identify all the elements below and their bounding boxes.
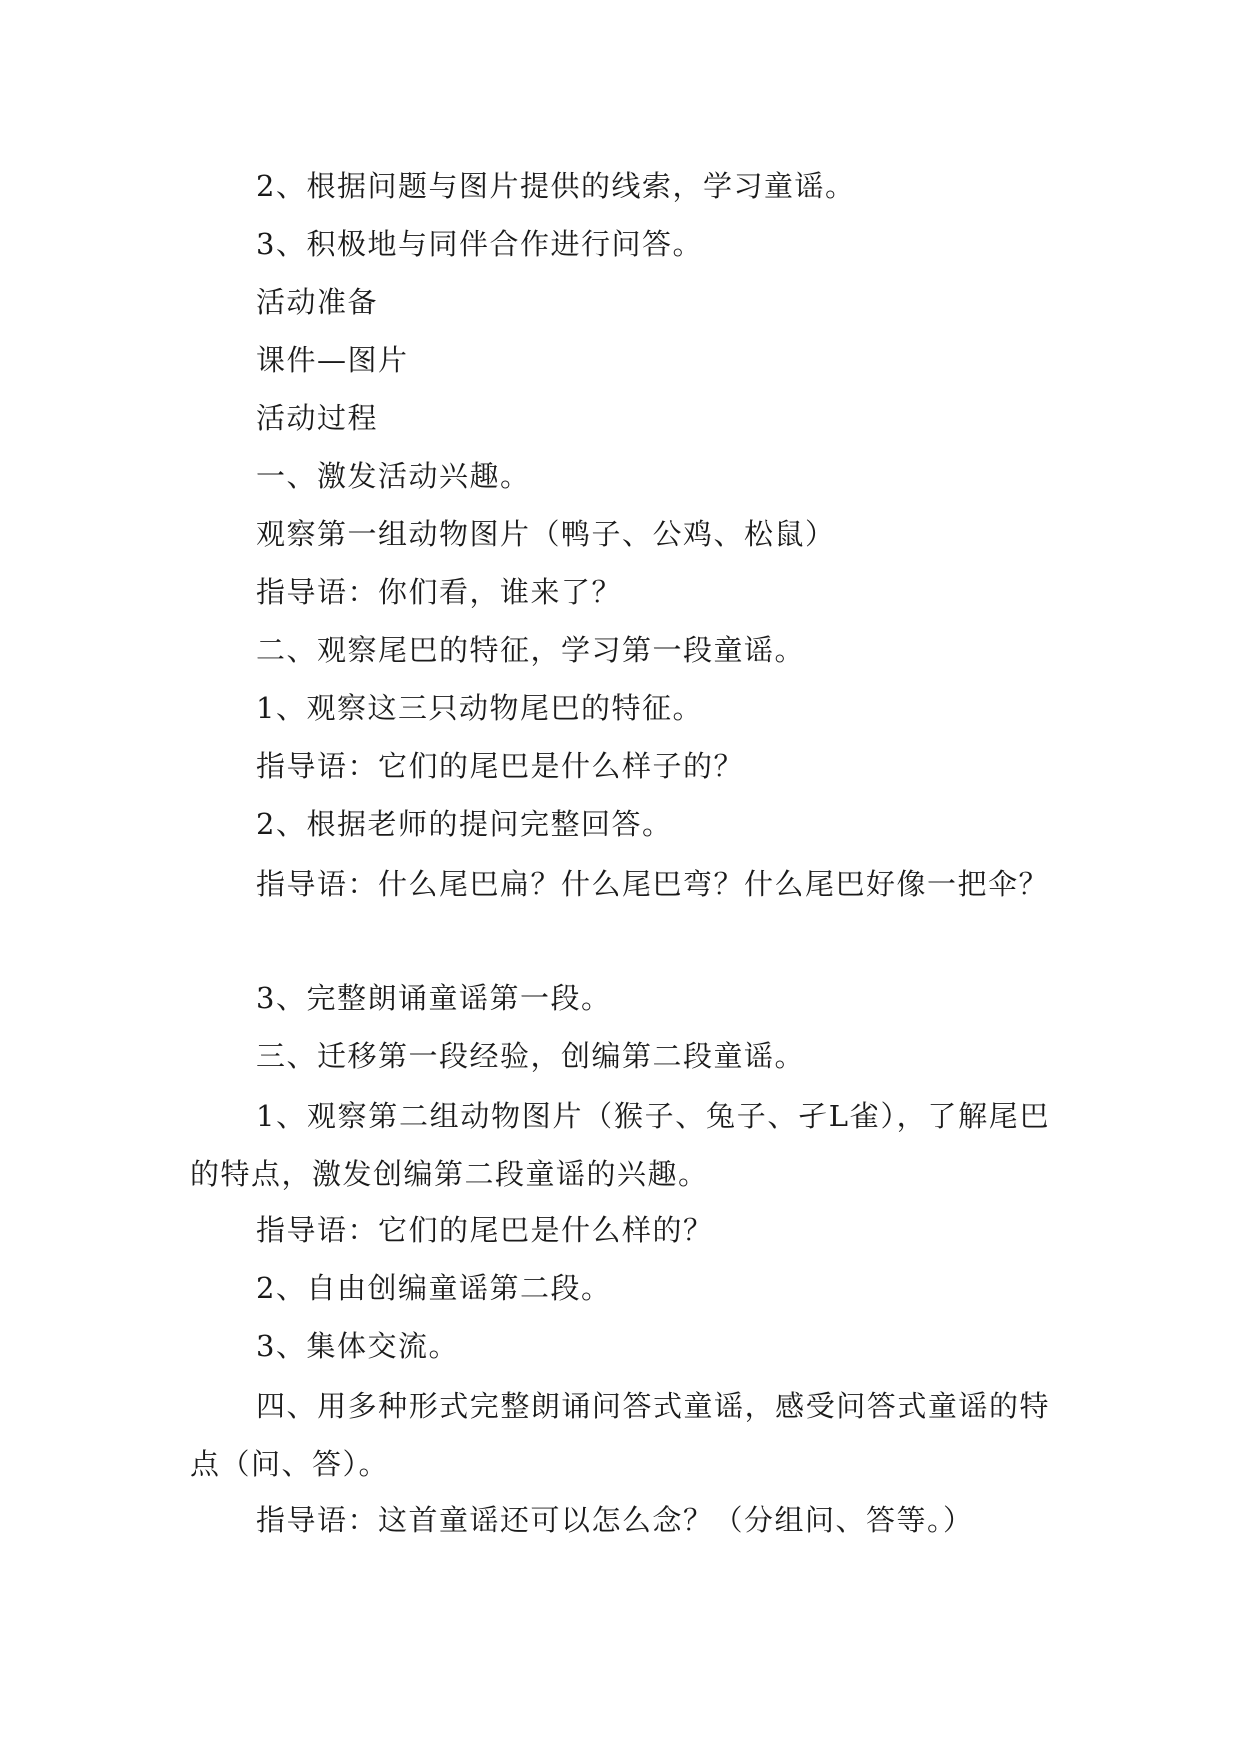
paragraph-step-3-3: 3、集体交流。 (256, 1329, 459, 1363)
paragraph-step-2-2: 2、根据老师的提问完整回答。 (256, 807, 673, 841)
heading-step-2: 二、观察尾巴的特征，学习第一段童谣。 (256, 633, 806, 667)
paragraph-guidance-1: 指导语：你们看，谁来了？ (256, 575, 623, 609)
paragraph-materials: 课件—图片 (256, 343, 409, 377)
paragraph-guidance-3: 指导语：什么尾巴扁？什么尾巴弯？什么尾巴好像一把伞？ (256, 867, 1050, 901)
paragraph-observe-group-1: 观察第一组动物图片（鸭子、公鸡、松鼠） (256, 517, 836, 551)
heading-step-1: 一、激发活动兴趣。 (256, 459, 531, 493)
heading-step-3: 三、迁移第一段经验，创编第二段童谣。 (256, 1039, 806, 1073)
paragraph-guidance-2: 指导语：它们的尾巴是什么样子的？ (256, 749, 745, 783)
heading-activity-preparation: 活动准备 (256, 285, 379, 319)
heading-step-4: 四、用多种形式完整朗诵问答式童谣，感受问答式童谣的特点（问、答）。 (190, 1389, 1050, 1481)
paragraph-objective-3: 3、积极地与同伴合作进行问答。 (256, 227, 703, 261)
heading-activity-process: 活动过程 (256, 401, 379, 435)
paragraph-step-3-2: 2、自由创编童谣第二段。 (256, 1271, 612, 1305)
paragraph-step-2-1: 1、观察这三只动物尾巴的特征。 (256, 691, 703, 725)
paragraph-step-3-1: 1、观察第二组动物图片（猴子、兔子、孑L雀），了解尾巴的特点，激发创编第二段童谣的兴趣。 (190, 1099, 1050, 1191)
paragraph-step-2-3: 3、完整朗诵童谣第一段。 (256, 981, 612, 1015)
paragraph-guidance-4: 指导语：它们的尾巴是什么样的？ (256, 1213, 714, 1247)
paragraph-objective-2: 2、根据问题与图片提供的线索，学习童谣。 (256, 169, 856, 203)
paragraph-guidance-5: 指导语：这首童谣还可以怎么念？（分组问、答等。） (256, 1503, 974, 1537)
